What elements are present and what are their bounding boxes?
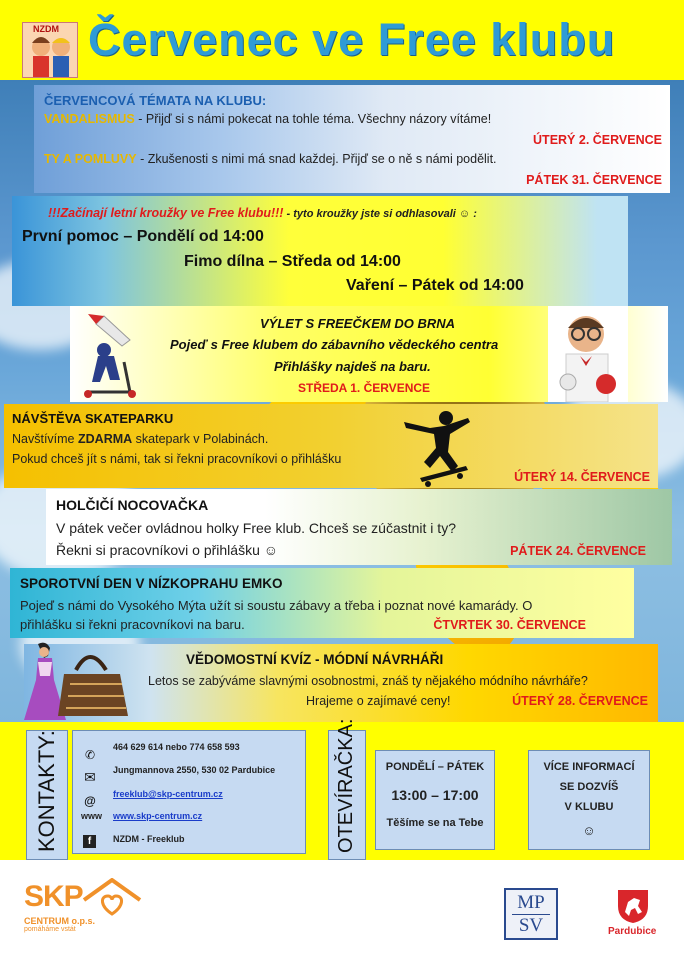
topics-heading: ČERVENCOVÁ TÉMATA NA KLUBU: <box>44 93 267 108</box>
topic-name: TY A POMLUVY <box>44 152 137 166</box>
contact-web-link[interactable]: www.skp-centrum.cz <box>113 811 203 821</box>
www-icon: www <box>81 811 103 821</box>
smiley-icon: ☺ <box>582 823 596 838</box>
pardubice-logo[interactable] <box>608 888 658 940</box>
fashion-model-handbag-image <box>24 640 134 722</box>
sports-line1: Pojeď s námi do Vysokého Mýta užít si soustu zábavy a třeba i poznat nové kamarády. O <box>20 598 533 613</box>
pardubice-label: Pardubice <box>608 926 657 937</box>
summer-circles-panel <box>12 196 628 306</box>
page-title: Červenec ve Free klubu <box>88 14 616 65</box>
quiz-line2: Hrajeme o zajímavé ceny! <box>306 694 451 708</box>
sleepover-line1: V pátek večer ovládnou holky Free klub. Chceš se zúčastnit i ty? <box>56 520 456 536</box>
logo-text: NZDM <box>33 24 59 34</box>
skp-centrum-logo[interactable] <box>24 878 144 938</box>
trip-title: VÝLET S FREEČKEM DO BRNA <box>260 316 456 331</box>
topic-text: Zkušenosti s nimi má snad každej. Přijď se o ně s námi podělit. <box>147 152 497 166</box>
opening-hours-label: OTEVÍRAČKA: <box>335 718 357 853</box>
trip-line1: Pojeď s Free klubem do zábavního vědeckého centra <box>170 337 499 352</box>
more-info-panel <box>528 750 650 850</box>
opening-hours-panel <box>375 750 495 850</box>
skatepark-text: skatepark v Polabinách. <box>132 432 269 446</box>
contacts-label: KONTAKTY: <box>34 730 59 852</box>
topic-text: Přijď si s námi pokecat na tohle téma. Všechny názory vítáme! <box>145 112 492 126</box>
scooter-rocket-icon <box>74 310 154 400</box>
mpsv-logo[interactable] <box>504 888 558 940</box>
circles-intro <box>48 206 477 220</box>
contacts-label-box <box>26 730 68 860</box>
quiz-title: VĚDOMOSTNÍ KVÍZ - MÓDNÍ NÁVRHÁŘI <box>186 652 444 667</box>
skp-logo-sub: CENTRUM o.p.s. <box>24 916 95 926</box>
more-info-line2: SE DOZVÍŠ <box>559 781 619 793</box>
skp-logo-text: SKP <box>24 880 83 913</box>
quiz-panel <box>24 644 658 722</box>
scientist-boy-photo <box>548 306 628 402</box>
topic-separator: - <box>134 112 146 126</box>
hours-time: 13:00 – 17:00 <box>391 787 479 803</box>
at-sign-icon: @ <box>84 794 96 808</box>
skatepark-title: NÁVŠTĚVA SKATEPARKU <box>12 411 174 426</box>
circle-item: První pomoc – Pondělí od 14:00 <box>22 228 264 245</box>
circle-item: Vaření – Pátek od 14:00 <box>346 277 524 294</box>
more-info-line1: VÍCE INFORMACÍ <box>543 761 635 773</box>
quiz-line1: Letos se zabýváme slavnými osobnostmi, znáš ty nějakého módního návrháře? <box>148 674 588 688</box>
opening-hours-label-box <box>328 718 366 860</box>
phone-icon: ✆ <box>84 748 96 762</box>
skp-tagline: pomáháme vstát <box>24 926 76 933</box>
skatepark-line1 <box>12 432 268 446</box>
topic-vandalism <box>44 112 491 126</box>
sleepover-line2: Řekni si pracovníkovi o přihlášku ☺ <box>56 542 279 558</box>
skatepark-free: ZDARMA <box>78 432 133 446</box>
sleepover-title: HOLČIČÍ NOCOVAČKA <box>56 497 209 513</box>
topic-name: VANDALISMUS <box>44 112 135 126</box>
mpsv-bottom: SV <box>518 915 544 936</box>
topic-date: ÚTERÝ 2. ČERVENCE <box>533 133 662 147</box>
circles-intro-suffix: - tyto kroužky jste si odhlasovali ☺ : <box>283 208 477 220</box>
trip-panel <box>70 306 668 402</box>
mpsv-top: MP <box>517 892 545 913</box>
circle-item: Fimo dílna – Středa od 14:00 <box>184 253 401 270</box>
hours-days: PONDĚLÍ – PÁTEK <box>385 761 485 773</box>
trip-line2: Přihlášky najdeš na baru. <box>274 359 431 374</box>
contact-phone: 464 629 614 nebo 774 658 593 <box>113 742 240 752</box>
facebook-icon: f <box>83 835 96 848</box>
trip-date: STŘEDA 1. ČERVENCE <box>298 381 431 395</box>
contacts-panel <box>72 730 306 854</box>
nzdm-logo <box>22 22 78 78</box>
sports-title: SPOROTVNÍ DEN V NÍZKOPRAHU EMKO <box>20 576 283 591</box>
sleepover-date: PÁTEK 24. ČERVENCE <box>510 544 646 558</box>
skatepark-text: Navštívíme <box>12 432 78 446</box>
quiz-date: ÚTERÝ 28. ČERVENCE <box>512 694 648 708</box>
skatepark-line2: Pokud chceš jít s námi, tak si řekni pracovníkovi o přihlášku <box>12 452 342 466</box>
contact-address: Jungmannova 2550, 530 02 Pardubice <box>113 765 276 775</box>
skater-silhouette-icon <box>400 408 480 492</box>
more-info-line3: V KLUBU <box>564 801 614 813</box>
contact-email-link[interactable]: freeklub@skp-centrum.cz <box>113 789 223 799</box>
topics-panel <box>34 85 670 193</box>
envelope-icon: ✉ <box>84 769 96 785</box>
topic-separator: - <box>136 152 148 166</box>
topic-gossip <box>44 152 497 166</box>
sports-line2: přihlášku si řekni pracovníkovi na baru. <box>20 617 245 632</box>
contact-facebook[interactable]: NZDM - Freeklub <box>113 834 185 844</box>
hours-note: Těšíme se na Tebe <box>386 817 484 829</box>
pardubice-coat-of-arms-icon <box>616 888 650 924</box>
circles-intro-highlight: !!!Začínají letní kroužky ve Free klubu!!! <box>48 206 284 220</box>
skatepark-panel <box>4 404 658 488</box>
topic-date: PÁTEK 31. ČERVENCE <box>526 173 662 187</box>
sports-date: ČTVRTEK 30. ČERVENCE <box>433 618 586 632</box>
girls-sleepover-panel <box>46 489 672 565</box>
skatepark-date: ÚTERÝ 14. ČERVENCE <box>514 470 650 484</box>
sports-day-panel <box>10 568 634 638</box>
